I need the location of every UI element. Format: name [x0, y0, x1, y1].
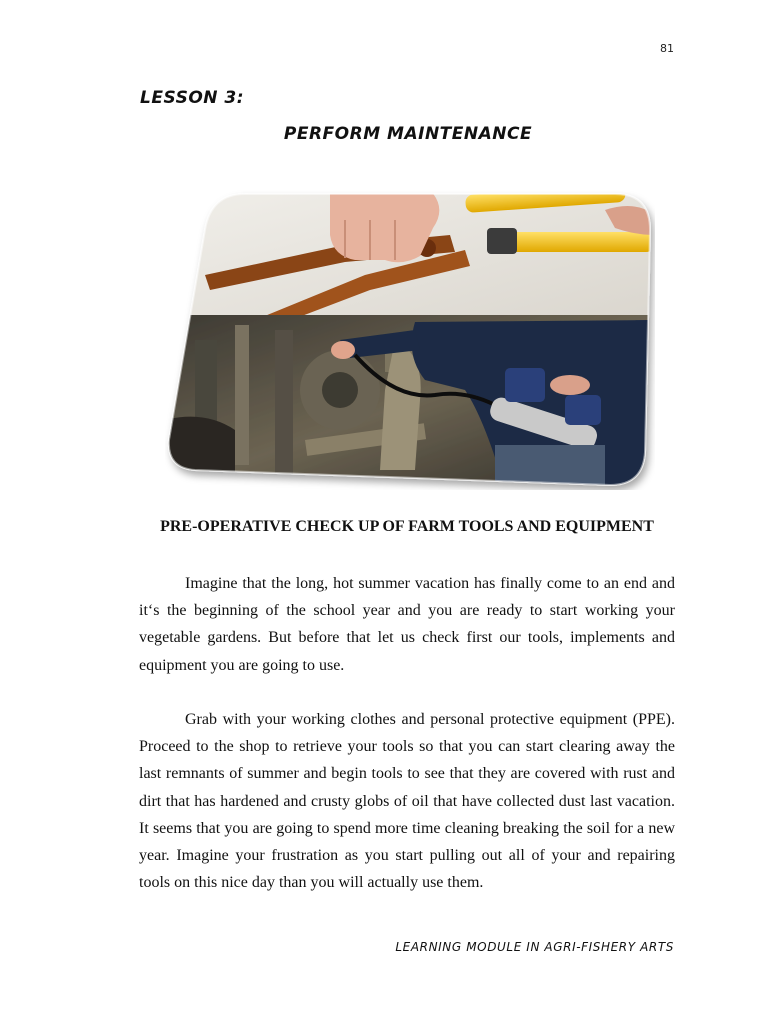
page-number: 81 [660, 42, 674, 55]
lesson-title: PERFORM MAINTENANCE [283, 124, 533, 144]
paragraph-2: Grab with your working clothes and personal protective equipment (PPE). Proceed to the shop to retrieve your tools so that you can start clearing away the last remnants of summer and begin tools to see that they are covered with rust and dirt that has hardened and crusty globs of oil that have collected dust last vacation. It seems that you are going to spend more time cleaning breaking the soil for a new year. Imagine your frustration as you start pulling out all of your and repairing tools on this nice day than you will actually use them. [139, 711, 675, 892]
maintenance-photo [165, 190, 655, 490]
lesson-label: LESSON 3: [140, 88, 245, 108]
footer-module-title: LEARNING MODULE IN AGRI-FISHERY ARTS [395, 940, 674, 954]
paragraph-1: Imagine that the long, hot summer vacation has finally come to an end and it‘s the beginning of the school year and you are ready to start working your vegetable gardens. But before that let us check first our tools, implements and equipment you are going to use. [139, 575, 675, 674]
section-heading: PRE-OPERATIVE CHECK UP OF FARM TOOLS AND EQUIPMENT [160, 518, 654, 535]
